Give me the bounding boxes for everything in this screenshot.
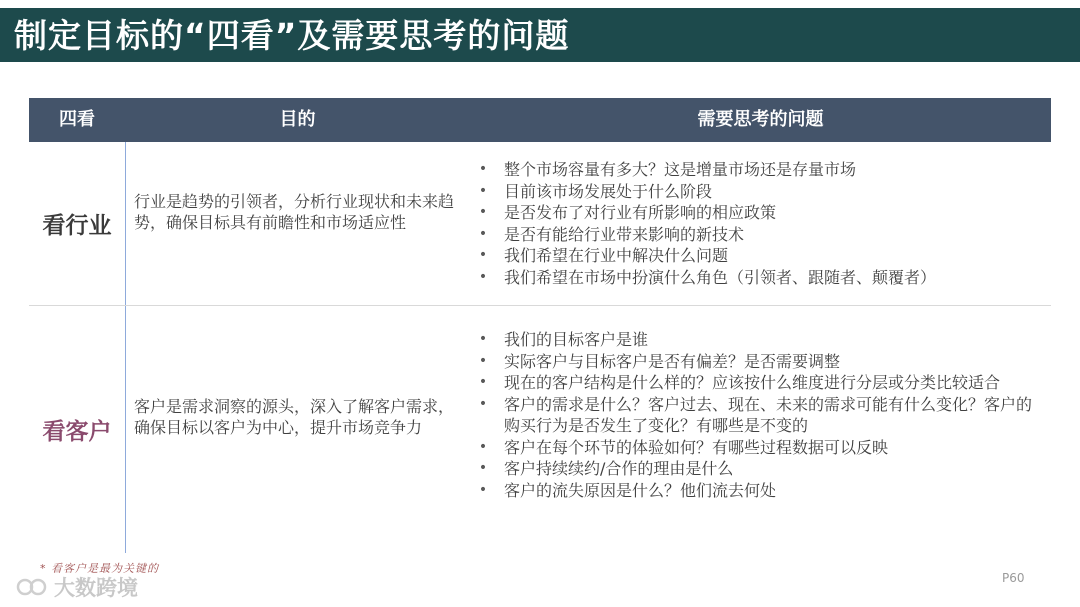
list-item <box>477 267 1047 289</box>
list-item <box>477 224 1047 246</box>
bullet: • <box>478 395 488 412</box>
question-text: 客户持续续约/合作的理由是什么 <box>504 459 734 478</box>
column-divider <box>125 142 126 305</box>
row-name-customer <box>29 306 125 553</box>
list-item <box>477 351 1047 373</box>
bullet: • <box>478 161 488 177</box>
table-header <box>29 98 1051 142</box>
row-name-label: 看行业 <box>42 213 112 239</box>
question-text: 是否有能给行业带来影响的新技术 <box>504 224 745 244</box>
bullet: • <box>478 352 488 369</box>
list-item <box>477 437 1047 459</box>
question-text: 现在的客户结构是什么样的？应该按什么维度进行分层或分类比较适合 <box>504 373 1001 392</box>
bullet: • <box>478 331 488 347</box>
header-four-looks: 四看 <box>59 109 95 130</box>
list-item <box>477 245 1047 267</box>
table-row-industry <box>29 142 1051 306</box>
list-item <box>477 458 1047 480</box>
question-text: 我们的目标客户是谁 <box>504 330 649 349</box>
bullet: • <box>478 374 488 390</box>
watermark-logo-icon <box>16 575 48 599</box>
list-item <box>477 202 1047 224</box>
list-item <box>477 329 1047 351</box>
list-item <box>477 372 1047 394</box>
column-divider <box>125 306 126 553</box>
list-item <box>477 181 1047 203</box>
watermark-text: 大数跨境 <box>54 576 138 600</box>
watermark <box>16 572 138 602</box>
question-text: 客户的需求是什么？客户过去、现在、未来的需求可能有什么变化？客户的购买行为是否发生了变化？有哪些是不变的 <box>504 394 1033 435</box>
header-purpose: 目的 <box>279 109 316 130</box>
question-text: 我们希望在行业中解决什么问题 <box>504 246 729 265</box>
bullet: • <box>478 182 488 199</box>
question-list-industry <box>477 159 1047 288</box>
row-purpose: 行业是趋势的引领者，分析行业现状和未来趋势，确保目标具有前瞻性和市场适应性 <box>134 192 455 232</box>
page-number: P60 <box>1002 571 1025 585</box>
row-name-industry <box>29 142 125 305</box>
bullet: • <box>478 247 488 263</box>
question-text: 目前该市场发展处于什么阶段 <box>504 181 713 201</box>
question-text: 客户的流失原因是什么？他们流去何处 <box>504 480 777 500</box>
row-purpose: 客户是需求洞察的源头，深入了解客户需求，确保目标以客户为中心，提升市场竞争力 <box>134 397 455 437</box>
question-text: 我们希望在市场中扮演什么角色（引领者、跟随者、颠覆者） <box>504 267 937 287</box>
bullet: • <box>478 438 488 455</box>
question-text: 客户在每个环节的体验如何？有哪些过程数据可以反映 <box>504 437 889 457</box>
list-item <box>477 159 1047 181</box>
bullet: • <box>478 460 488 476</box>
bullet: • <box>478 225 488 242</box>
bullet: • <box>478 481 488 498</box>
title-bar <box>0 8 1080 62</box>
row-name-label: 看客户 <box>42 419 112 445</box>
question-text: 实际客户与目标客户是否有偏差？是否需要调整 <box>504 351 841 371</box>
question-text: 是否发布了对行业有所影响的相应政策 <box>504 203 777 222</box>
bullet: • <box>478 204 488 220</box>
list-item <box>477 394 1047 437</box>
footnote: * 看客户是最为关键的 <box>40 562 159 575</box>
bullet: • <box>478 268 488 285</box>
four-looks-table <box>29 98 1051 553</box>
list-item <box>477 480 1047 502</box>
question-list-customer <box>477 329 1047 501</box>
page-title: 制定目标的“四看”及需要思考的问题 <box>14 16 570 55</box>
table-row-customer <box>29 306 1051 553</box>
header-questions: 需要思考的问题 <box>697 109 824 130</box>
question-text: 整个市场容量有多大？这是增量市场还是存量市场 <box>504 160 857 179</box>
